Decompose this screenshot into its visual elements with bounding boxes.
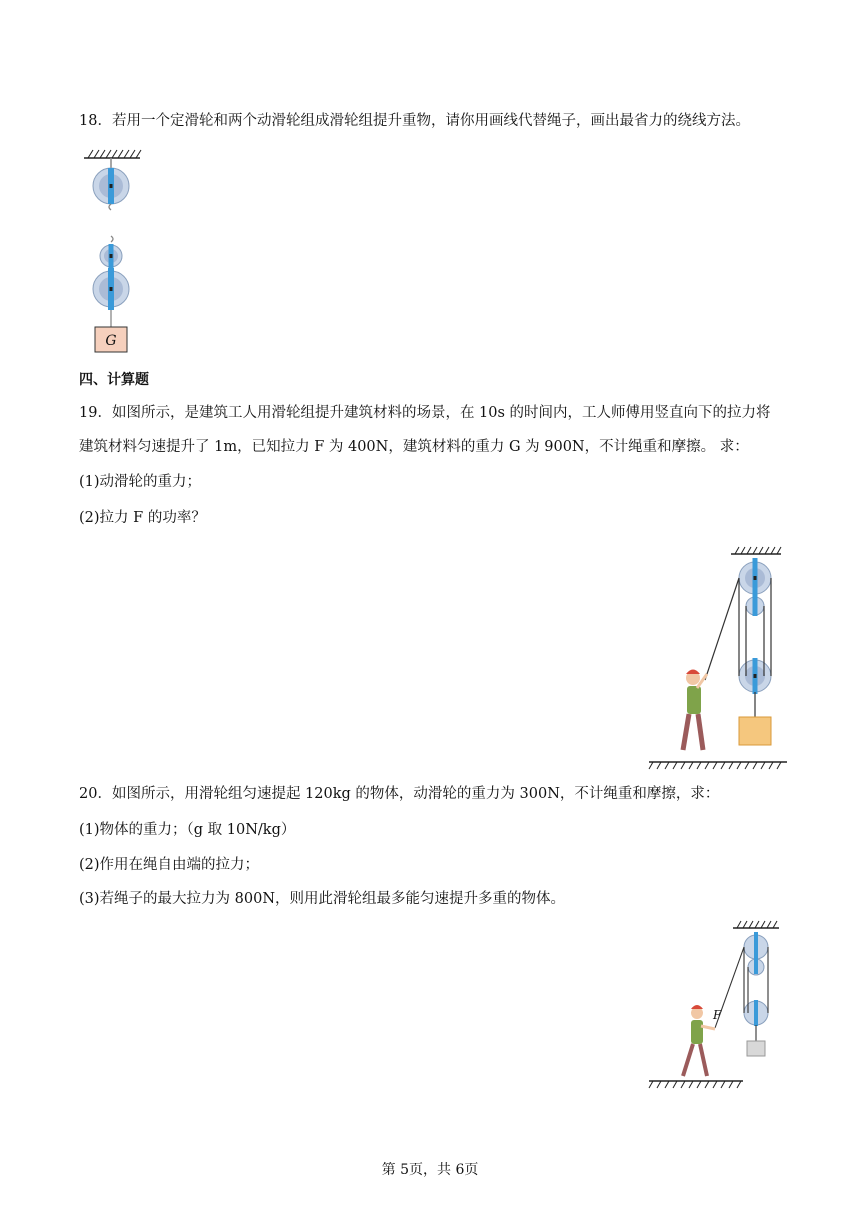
q18-pulley-figure (80, 144, 150, 358)
worker (683, 1005, 715, 1076)
q19-worker-pulley-figure (645, 540, 790, 770)
q19-line2: 建筑材料匀速提升了 1m，已知拉力 F 为 400N，建筑材料的重力 G 为 900N，不计绳重和摩擦。 求： (79, 439, 749, 455)
movable-pulleys (93, 236, 129, 327)
q20-part3: (3)若绳子的最大拉力为 800N，则用此滑轮组最多能匀速提升多重的物体。 (79, 891, 566, 907)
q20-part2: (2)作用在绳自由端的拉力； (79, 857, 260, 873)
page-footer: 第 5页，共 6页 (381, 1162, 479, 1178)
q20-worker-pulley-figure (645, 916, 790, 1094)
fixed-pulley (93, 158, 129, 210)
weight-label: G (105, 333, 117, 349)
q18-text: 18．若用一个定滑轮和两个动滑轮组成滑轮组提升重物，请你用画线代替绳子，画出最省力的绕线方法。 (79, 113, 750, 129)
q19-part2: (2)拉力 F 的功率？ (79, 510, 206, 526)
force-label: F (713, 1008, 722, 1022)
q19-part1: (1)动滑轮的重力； (79, 474, 202, 490)
q19-line1: 19．如图所示，是建筑工人用滑轮组提升建筑材料的场景，在 10s 的时间内，工人师傅用竖直向下的拉力将 (79, 405, 771, 421)
worker (683, 670, 707, 751)
section-title: 四、计算题 (79, 372, 149, 388)
q20-part1: (1)物体的重力；（g 取 10N/kg） (79, 822, 296, 838)
q20-line1: 20．如图所示，用滑轮组匀速提起 120kg 的物体，动滑轮的重力为 300N，不计绳重和摩擦，求： (79, 786, 720, 802)
